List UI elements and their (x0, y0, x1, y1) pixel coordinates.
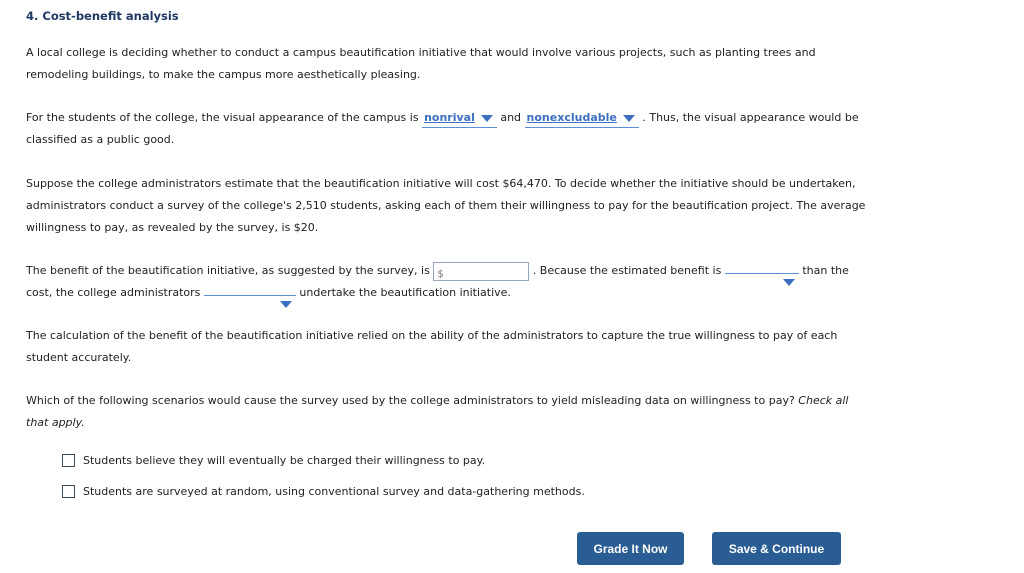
p4-mid-text: . Because the estimated benefit is (532, 264, 722, 277)
p2-post-text-2: be classified as a public good. (26, 111, 859, 146)
checkbox-2[interactable] (62, 485, 75, 498)
benefit-amount-input[interactable] (433, 262, 529, 281)
excludability-dropdown-value: nonexcludable (526, 111, 617, 124)
scenario-question-text: Which of the following scenarios would cause the survey used by the college administrators to yield misleading data on willingness to pay? (26, 394, 795, 407)
option-label-2: Students are surveyed at random, using conventional survey and data-gathering methods. (83, 485, 585, 498)
public-good-paragraph (26, 107, 866, 151)
save-and-continue-button[interactable]: Save & Continue (712, 532, 841, 565)
question-title: 4. Cost-benefit analysis (26, 9, 179, 23)
p4-after-dropdown-text: than the (802, 264, 849, 277)
scenario-question (26, 390, 866, 434)
p4-line2-pre-text: cost, the college administrators (26, 286, 201, 299)
grade-it-now-button[interactable]: Grade It Now (577, 532, 684, 565)
p4-pre-text: The benefit of the beautification initiative, as suggested by the survey, is (26, 264, 430, 277)
chevron-down-icon (623, 115, 635, 122)
survey-paragraph: Suppose the college administrators estimate that the beautification initiative will cost $64,470. To decide whether the initiative should be undertaken, administrators conduct a survey of the college's 2,510 students, asking each of them their willingness to pay for the beautification project. The average willingness to pay, as revealed by the survey, is $20. (26, 177, 866, 234)
check-all-instruction: Check all that apply. (26, 394, 849, 429)
chevron-down-icon (481, 115, 493, 122)
rivalry-dropdown[interactable] (422, 109, 497, 128)
p2-mid-text: and (500, 111, 522, 124)
p2-post-text: . Thus, the visual appearance would (642, 111, 842, 124)
intro-paragraph: A local college is deciding whether to conduct a campus beautification initiative that would involve various projects, such as planting trees and remodeling buildings, to make the campus more aesthetically pleasing. (26, 46, 816, 81)
option-checkbox-row-2[interactable] (62, 485, 585, 498)
benefit-comparison-dropdown[interactable] (725, 273, 799, 274)
rivalry-dropdown-value: nonrival (424, 111, 475, 124)
chevron-down-icon (280, 301, 292, 308)
checkbox-1[interactable] (62, 454, 75, 467)
excludability-dropdown[interactable] (525, 109, 639, 128)
p2-pre-text: For the students of the college, the visual appearance of the campus is (26, 111, 419, 124)
accuracy-paragraph: The calculation of the benefit of the beautification initiative relied on the ability of the administrators to capture the true willingness to pay of each student accurately. (26, 329, 838, 364)
chevron-down-icon (783, 279, 795, 286)
benefit-paragraph (26, 260, 866, 304)
option-label-1: Students believe they will eventually be charged their willingness to pay. (83, 454, 486, 467)
option-checkbox-row-1[interactable] (62, 454, 485, 467)
decision-dropdown[interactable] (204, 295, 296, 296)
currency-symbol: $ (437, 268, 444, 280)
p4-line2-post-text: undertake the beautification initiative. (299, 286, 511, 299)
